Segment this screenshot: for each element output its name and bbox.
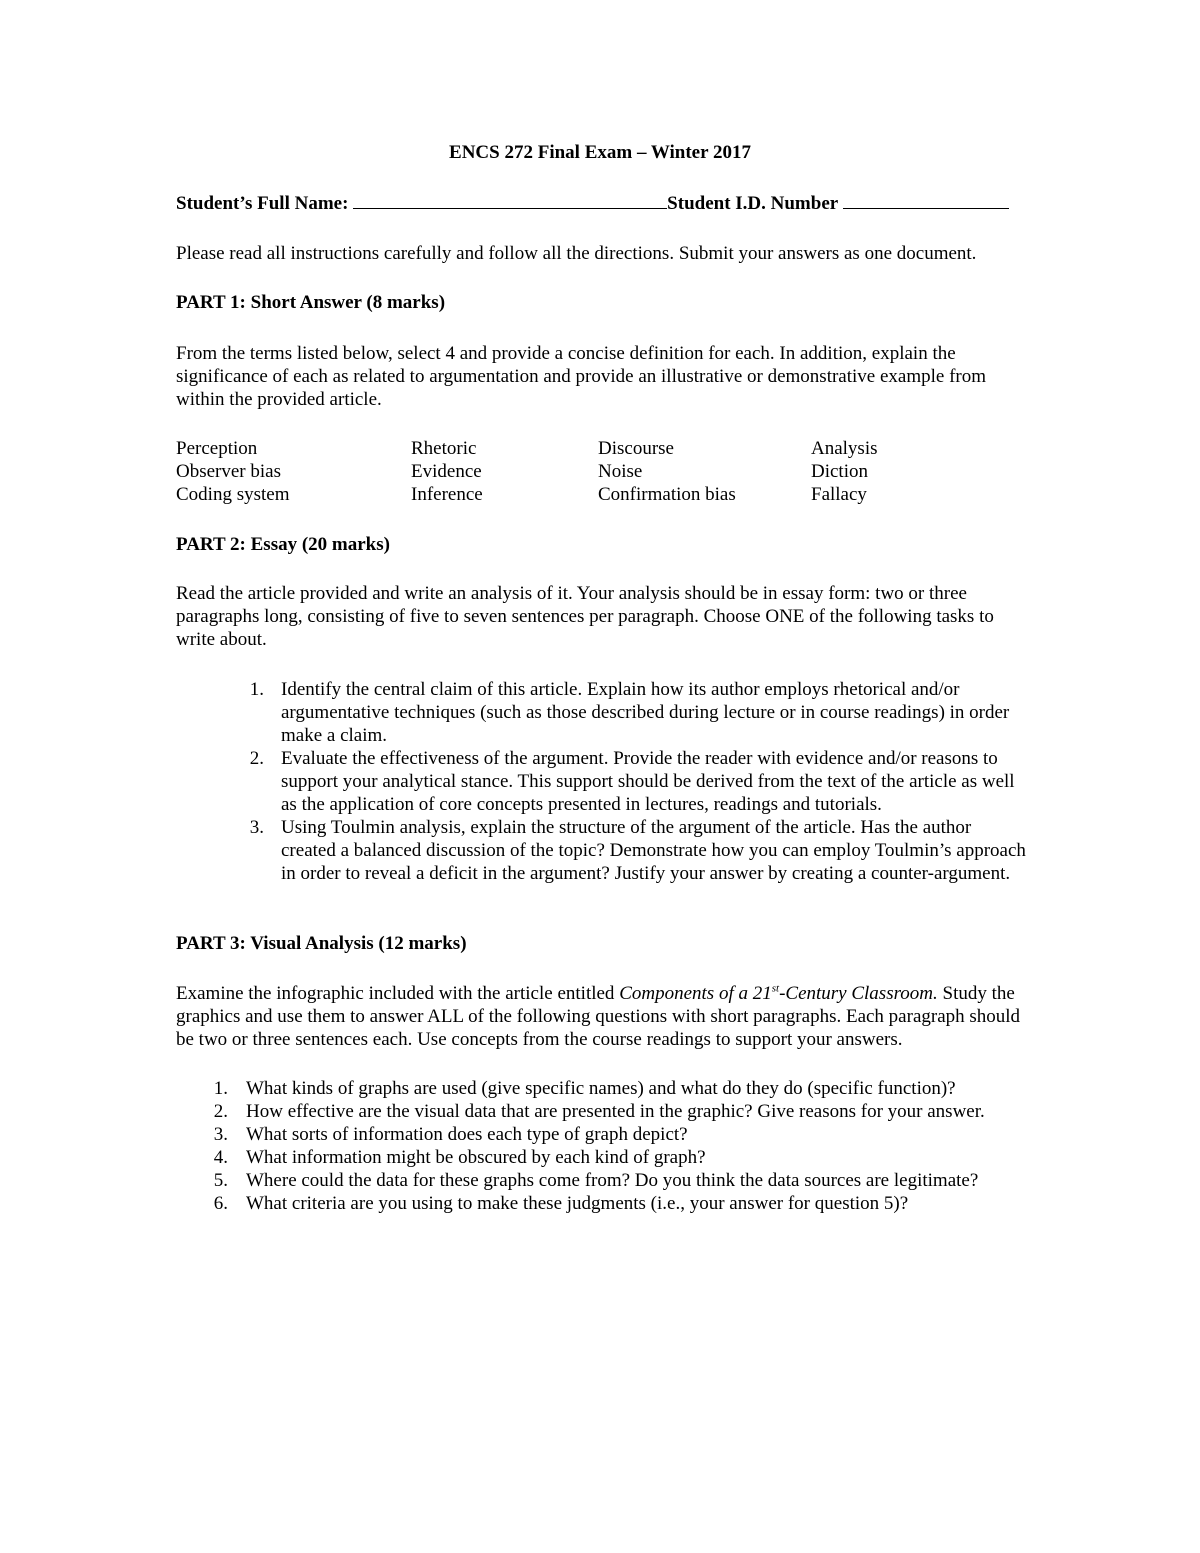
student-info-line — [176, 191, 1026, 215]
list-item — [176, 1077, 1026, 1100]
article-title-superscript: st — [771, 982, 780, 995]
list-item-text: Identify the central claim of this article. Explain how its author employs rhetorical and/or argumentative techniques (such as those described during lecture or in course readings) in order make a claim. — [281, 679, 1010, 746]
term: Inference — [411, 484, 483, 505]
list-number: 5. — [213, 1170, 228, 1191]
term: Fallacy — [811, 484, 867, 505]
name-label: Student’s Full Name: — [176, 193, 349, 214]
term: Coding system — [176, 484, 290, 505]
article-title-text-end: -Century Classroom. — [779, 983, 938, 1004]
visual-question-list — [176, 1077, 1026, 1215]
term: Discourse — [598, 438, 674, 459]
list-item — [176, 678, 1026, 747]
name-blank-line — [353, 191, 667, 209]
term: Rhetoric — [411, 438, 477, 459]
intro-text: Examine the infographic included with the article entitled — [176, 983, 620, 1004]
list-item-text: How effective are the visual data that are presented in the graphic? Give reasons for your answer. — [246, 1101, 985, 1122]
list-number: 2. — [249, 748, 264, 769]
terms-row — [176, 483, 1026, 506]
term: Noise — [598, 461, 643, 482]
list-item — [176, 1192, 1026, 1215]
term: Perception — [176, 438, 258, 459]
part1-heading: PART 1: Short Answer (8 marks) — [176, 292, 446, 313]
part2-intro: Read the article provided and write an analysis of it. Your analysis should be in essay form: two or three paragraphs long, consisting of five to seven sentences per paragraph. Choose ONE of the following tasks to write about. — [176, 583, 994, 650]
list-item-text: What criteria are you using to make these judgments (i.e., your answer for question 5)? — [246, 1193, 909, 1214]
list-item-text: Using Toulmin analysis, explain the structure of the argument of the article. Has the author created a balanced discussion of the topic? Demonstrate how you can employ Toulmin’s approach in order to reveal a deficit in the argument? Justify your answer by creating a counter-argument. — [281, 817, 1026, 884]
part2-heading: PART 2: Essay (20 marks) — [176, 534, 390, 555]
list-item — [176, 816, 1026, 885]
intro-text-end: Study the graphics and use them to answer ALL of the following questions with short paragraphs. Each paragraph should be two or three sentences each. Use concepts from the course readings to support your answers. — [176, 983, 1021, 1050]
term: Confirmation bias — [598, 484, 736, 505]
list-item — [176, 1123, 1026, 1146]
article-title — [619, 983, 938, 1004]
term: Observer bias — [176, 461, 281, 482]
part1-intro: From the terms listed below, select 4 and provide a concise definition for each. In addition, explain the significance of each as related to argumentation and provide an illustrative or demonstrative example from within the provided article. — [176, 343, 987, 410]
list-item-text: What sorts of information does each type of graph depict? — [246, 1124, 688, 1145]
list-item-text: Where could the data for these graphs come from? Do you think the data sources are legitimate? — [246, 1170, 979, 1191]
list-number: 1. — [213, 1078, 228, 1099]
list-number: 3. — [249, 817, 264, 838]
list-item-text: What information might be obscured by each kind of graph? — [246, 1147, 706, 1168]
term: Diction — [811, 461, 868, 482]
list-item-text: What kinds of graphs are used (give specific names) and what do they do (specific function)? — [246, 1078, 956, 1099]
exam-title: ENCS 272 Final Exam – Winter 2017 — [449, 142, 751, 163]
list-item — [176, 1146, 1026, 1169]
terms-row — [176, 437, 1026, 460]
list-item — [176, 1100, 1026, 1123]
terms-table — [176, 437, 1026, 506]
list-number: 1. — [249, 679, 264, 700]
terms-row — [176, 460, 1026, 483]
essay-task-list — [176, 678, 1026, 885]
list-number: 2. — [213, 1101, 228, 1122]
list-number: 4. — [213, 1147, 228, 1168]
student-id-blank-line — [843, 191, 1009, 209]
article-title-text: Components of a 21 — [619, 983, 772, 1004]
list-number: 3. — [213, 1124, 228, 1145]
list-number: 6. — [213, 1193, 228, 1214]
part3-intro — [176, 982, 1026, 1051]
list-item — [176, 747, 1026, 816]
list-item-text: Evaluate the effectiveness of the argument. Provide the reader with evidence and/or reasons to support your analytical stance. This support should be derived from the text of the article as well as the application of core concepts presented in lectures, readings and tutorials. — [281, 748, 1015, 815]
instructions: Please read all instructions carefully and follow all the directions. Submit your answers as one document. — [176, 243, 977, 264]
part3-heading: PART 3: Visual Analysis (12 marks) — [176, 933, 467, 954]
list-item — [176, 1169, 1026, 1192]
term: Analysis — [811, 438, 878, 459]
student-id-label: Student I.D. Number — [667, 193, 838, 214]
term: Evidence — [411, 461, 482, 482]
